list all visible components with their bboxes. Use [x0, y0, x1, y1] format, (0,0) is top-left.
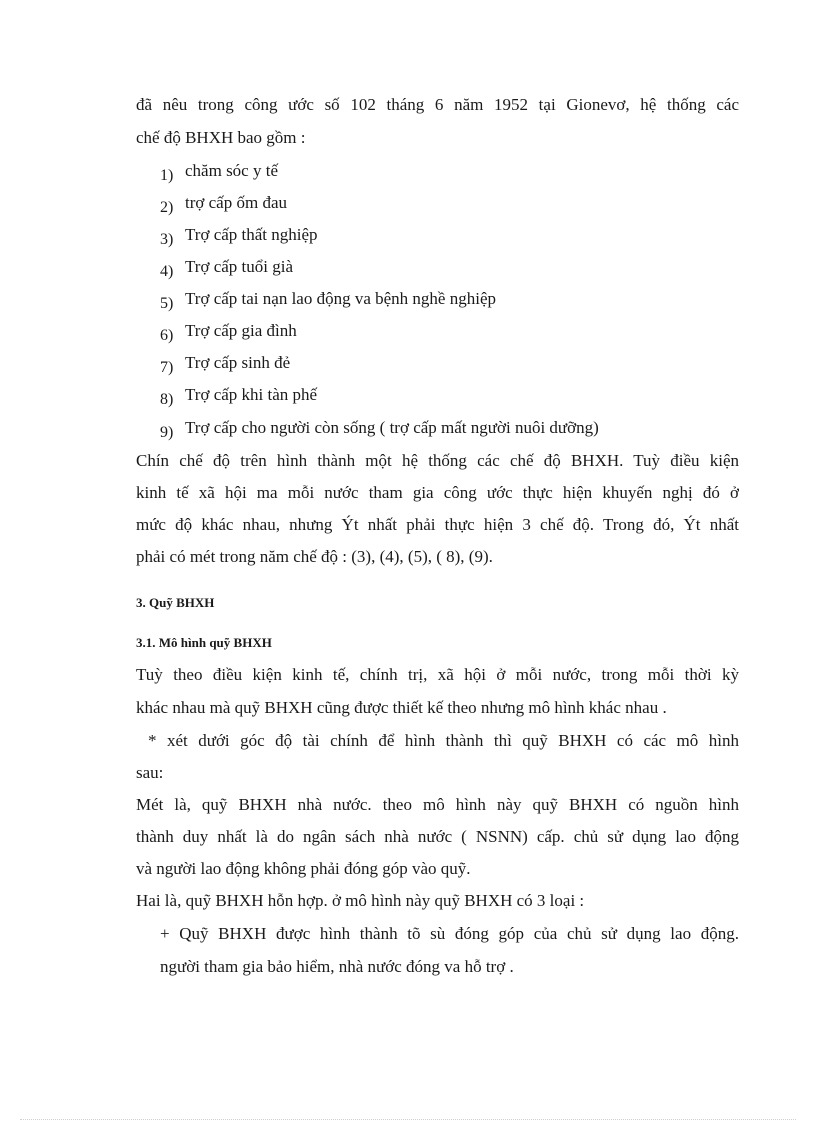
- section-heading: 3. Quỹ BHXH: [136, 595, 215, 610]
- list-text: Trợ cấp gia đình: [185, 321, 297, 340]
- list-number: 5): [160, 295, 174, 312]
- list-number: 2): [160, 199, 174, 216]
- paragraph-line: khác nhau mà quỹ BHXH cũng được thiết kế theo nhưng mô hình khác nhau .: [136, 698, 667, 717]
- list-number: 9): [160, 424, 174, 441]
- list-text: Trợ cấp khi tàn phế: [185, 385, 318, 404]
- list-item: [160, 160, 278, 183]
- list-item: [160, 417, 599, 440]
- list-item: [160, 192, 287, 215]
- paragraph-line: và người lao động không phải đóng góp vào quỹ.: [136, 859, 471, 878]
- page-footer-rule: [20, 1119, 796, 1120]
- list-number: 8): [160, 391, 174, 408]
- list-item: [160, 224, 318, 247]
- paragraph-line: Mét là, quỹ BHXH nhà nước. theo mô hình này quỹ BHXH có nguồn hình: [136, 795, 739, 814]
- list-text: Trợ cấp sinh đẻ: [185, 353, 291, 372]
- paragraph-line: * xét dưới góc độ tài chính để hình thành thì quỹ BHXH có các mô hình: [148, 731, 739, 750]
- list-number: 1): [160, 167, 174, 184]
- list-text: Trợ cấp tai nạn lao động va bệnh nghề nghiệp: [185, 289, 496, 308]
- list-text: Trợ cấp tuổi già: [185, 257, 293, 276]
- list-item: [160, 288, 496, 311]
- paragraph-line: thành duy nhất là do ngân sách nhà nước ( NSNN) cấp. chủ sử dụng lao động: [136, 827, 739, 846]
- list-number: 6): [160, 327, 174, 344]
- intro-line-1: đã nêu trong công ước số 102 tháng 6 năm 1952 tại Gionevơ, hệ thống các: [136, 95, 739, 114]
- paragraph-line: người tham gia bảo hiểm, nhà nước đóng va hỗ trợ .: [160, 957, 514, 976]
- list-text: trợ cấp ốm đau: [185, 193, 287, 212]
- list-text: Trợ cấp cho người còn sống ( trợ cấp mất người nuôi dưỡng): [185, 418, 599, 437]
- paragraph-line: Hai là, quỹ BHXH hỗn hợp. ở mô hình này quỹ BHXH có 3 loại :: [136, 891, 585, 910]
- paragraph-line: phải có mét trong năm chế độ : (3), (4), (5), ( 8), (9).: [136, 547, 493, 566]
- list-number: 4): [160, 263, 174, 280]
- list-text: Trợ cấp thất nghiệp: [185, 225, 318, 244]
- subsection-heading: 3.1. Mô hình quỹ BHXH: [136, 635, 272, 650]
- paragraph-line: Tuỳ theo điều kiện kinh tế, chính trị, xã hội ở mỗi nước, trong mỗi thời kỳ: [136, 665, 739, 684]
- paragraph-line: sau:: [136, 763, 164, 782]
- paragraph-line: kinh tế xã hội ma mỗi nước tham gia công ước thực hiện khuyến nghị đó ở: [136, 483, 739, 502]
- list-item: [160, 256, 293, 279]
- paragraph-line: + Quỹ BHXH được hình thành tõ sù đóng góp của chủ sử dụng lao động.: [160, 924, 739, 943]
- paragraph-line: Chín chế độ trên hình thành một hệ thống các chế độ BHXH. Tuỳ điều kiện: [136, 451, 739, 470]
- list-number: 7): [160, 359, 174, 376]
- list-item: [160, 352, 290, 375]
- list-text: chăm sóc y tế: [185, 161, 278, 180]
- list-item: [160, 320, 297, 343]
- paragraph-line: mức độ khác nhau, nhưng Ýt nhất phải thực hiện 3 chế độ. Trong đó, Ýt nhất: [136, 515, 739, 534]
- intro-line-2: chế độ BHXH bao gồm :: [136, 128, 306, 147]
- list-number: 3): [160, 231, 174, 248]
- list-item: [160, 384, 317, 407]
